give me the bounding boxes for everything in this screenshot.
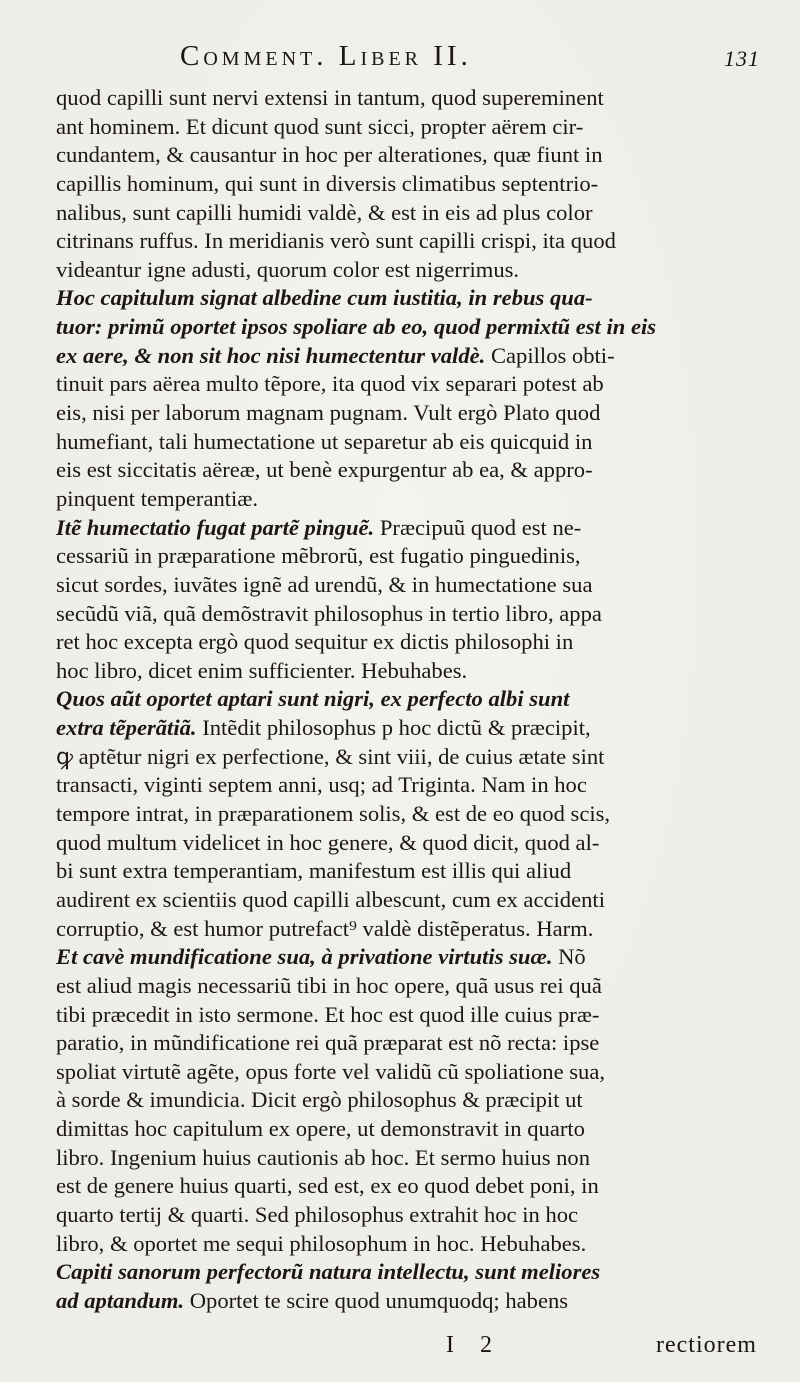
text-line [56,227,776,256]
text-line [56,256,776,285]
text-run: corruptio, & est humor putrefact⁹ valdè distẽperatus. Harm. [56,915,594,941]
text-line [56,199,776,228]
text-run: Oportet te scire quod unumquodq; habens [184,1287,569,1313]
text-line [56,743,776,772]
text-run: eis est siccitatis aëreæ, ut benè expurgentur ab ea, & appro- [56,457,593,483]
text-line [56,84,776,113]
text-run: audirent ex scientiis quod capilli albescunt, cum ex accidenti [56,886,605,912]
text-run: nalibus, sunt capilli humidi valdè, & est in eis ad plus color [56,199,593,225]
text-run: paratio, in mũndificatione rei quã præparat est nõ recta: ipse [56,1030,600,1056]
text-line [56,886,776,915]
text-line [56,771,776,800]
italic-lemma: tuor: primũ oportet ipsos spoliare ab eo, quod permixtũ est in eis [56,314,657,340]
text-run: Nõ [552,944,586,970]
text-run: ꝙ aptẽtur nigri ex perfectione, & sint viii, de cuius ætate sint [56,743,605,769]
text-line [56,685,776,714]
text-run: videantur igne adusti, quorum color est nigerrimus. [56,256,520,282]
text-line [56,514,776,543]
text-line [56,313,776,342]
text-run: secũdũ viã, quã demõstravit philosophus in tertio libro, appa [56,600,602,626]
text-run: Capillos obti- [485,342,615,368]
text-line [56,428,776,457]
text-line [56,1258,776,1287]
text-run: libro, & oportet me sequi philosophum in hoc. Hebuhabes. [56,1230,587,1256]
text-line [56,1201,776,1230]
text-line [56,1086,776,1115]
text-run: quod capilli sunt nervi extensi in tantum, quod supereminent [56,85,604,110]
italic-lemma: ex aere, & non sit hoc nisi humectentur valdè. [56,342,486,368]
italic-lemma: Quos aũt oportet aptari sunt nigri, ex perfecto albi sunt [56,686,570,712]
italic-lemma: extra tẽperãtiã. [56,715,197,741]
text-line [56,571,776,600]
text-run: libro. Ingenium huius cautionis ab hoc. Et sermo huius non [56,1144,591,1170]
text-run: bi sunt extra temperantiam, manifestum est illis qui aliud [56,858,572,884]
text-line [56,284,776,313]
text-run: Intẽdit philosophus p hoc dictũ & præcipit, [196,715,591,741]
text-line [56,370,776,399]
text-run: spoliat virtutẽ agẽte, opus forte vel validũ cũ spoliatione sua, [56,1058,606,1084]
text-run: à sorde & imundicia. Dicit ergò philosophus & præcipit ut [56,1087,583,1113]
text-line [56,600,776,629]
text-line [56,1029,776,1058]
text-line [56,456,776,485]
text-line [56,1144,776,1173]
italic-lemma: Itẽ humectatio fugat partẽ pinguẽ. [56,514,375,540]
text-line [56,1230,776,1259]
text-run: est aliud magis necessariũ tibi in hoc opere, quã usus rei quã [56,972,602,998]
text-line [56,170,776,199]
text-line [56,943,776,972]
text-run: hoc libro, dicet enim sufficienter. Hebuhabes. [56,657,468,683]
page-header [120,40,760,80]
text-run: sicut sordes, iuvãtes ignẽ ad urendũ, & in humectatione sua [56,571,593,597]
text-line [56,1001,776,1030]
text-run: capillis hominum, qui sunt in diversis climatibus septentrio- [56,170,599,196]
text-line [56,657,776,686]
text-line [56,800,776,829]
text-line [56,1172,776,1201]
page-number: 131 [724,46,760,71]
text-line [56,485,776,514]
text-run: ant hominem. Et dicunt quod sunt sicci, propter aërem cir- [56,113,584,139]
catchword: rectiorem [656,1332,757,1358]
text-run: pinquent temperantiæ. [56,485,259,511]
text-run: quod multum videlicet in hoc genere, & quod dicit, quod al- [56,829,600,855]
text-run: humefiant, tali humectatione ut separetur ab eis quicquid in [56,428,593,454]
text-line [56,141,776,170]
text-run: cessariũ in præparatione mẽbrorũ, est fugatio pinguedinis, [56,543,581,569]
italic-lemma: Hoc capitulum signat albedine cum iustitia, in rebus qua- [56,285,593,311]
italic-lemma: ad aptandum. [56,1287,185,1313]
running-head: Comment. Liber II. [180,40,472,72]
text-run: quarto tertij & quarti. Sed philosophus extrahit hoc in hoc [56,1201,579,1227]
text-line [56,113,776,142]
text-line [56,1287,776,1316]
italic-lemma: Capiti sanorum perfectorũ natura intellectu, sunt meliores [56,1259,601,1285]
text-line [56,714,776,743]
text-line [56,542,776,571]
text-run: est de genere huius quarti, sed est, ex eo quod debet poni, in [56,1173,599,1199]
body-text [56,84,776,1316]
text-line [56,1058,776,1087]
text-run: eis, nisi per laborum magnam pugnam. Vult ergò Plato quod [56,400,601,426]
text-run: transacti, viginti septem anni, usq; ad Triginta. Nam in hoc [56,772,587,798]
italic-lemma: Et cavè mundificatione sua, à privatione virtutis suæ. [56,944,553,970]
text-run: ret hoc excepta ergò quod sequitur ex dictis philosophi in [56,629,574,655]
text-line [56,342,776,371]
text-line [56,1115,776,1144]
text-line [56,857,776,886]
text-run: Præcipuũ quod est ne- [374,514,582,540]
text-line [56,915,776,944]
text-line [56,399,776,428]
text-run: tinuit pars aërea multo tẽpore, ita quod vix separari potest ab [56,371,604,397]
text-line [56,829,776,858]
text-run: tibi præcedit in isto sermone. Et hoc est quod ille cuius præ- [56,1001,600,1027]
text-run: tempore intrat, in præparationem solis, & est de eo quod scis, [56,801,611,827]
text-run: dimittas hoc capitulum ex opere, ut demonstravit in quarto [56,1116,585,1142]
text-run: citrinans ruffus. In meridianis verò sunt capilli crispi, ita quod [56,228,616,254]
text-line [56,628,776,657]
text-line [56,972,776,1001]
signature-mark: I 2 [446,1332,502,1358]
text-run: cundantem, & causantur in hoc per alterationes, quæ fiunt in [56,142,603,168]
